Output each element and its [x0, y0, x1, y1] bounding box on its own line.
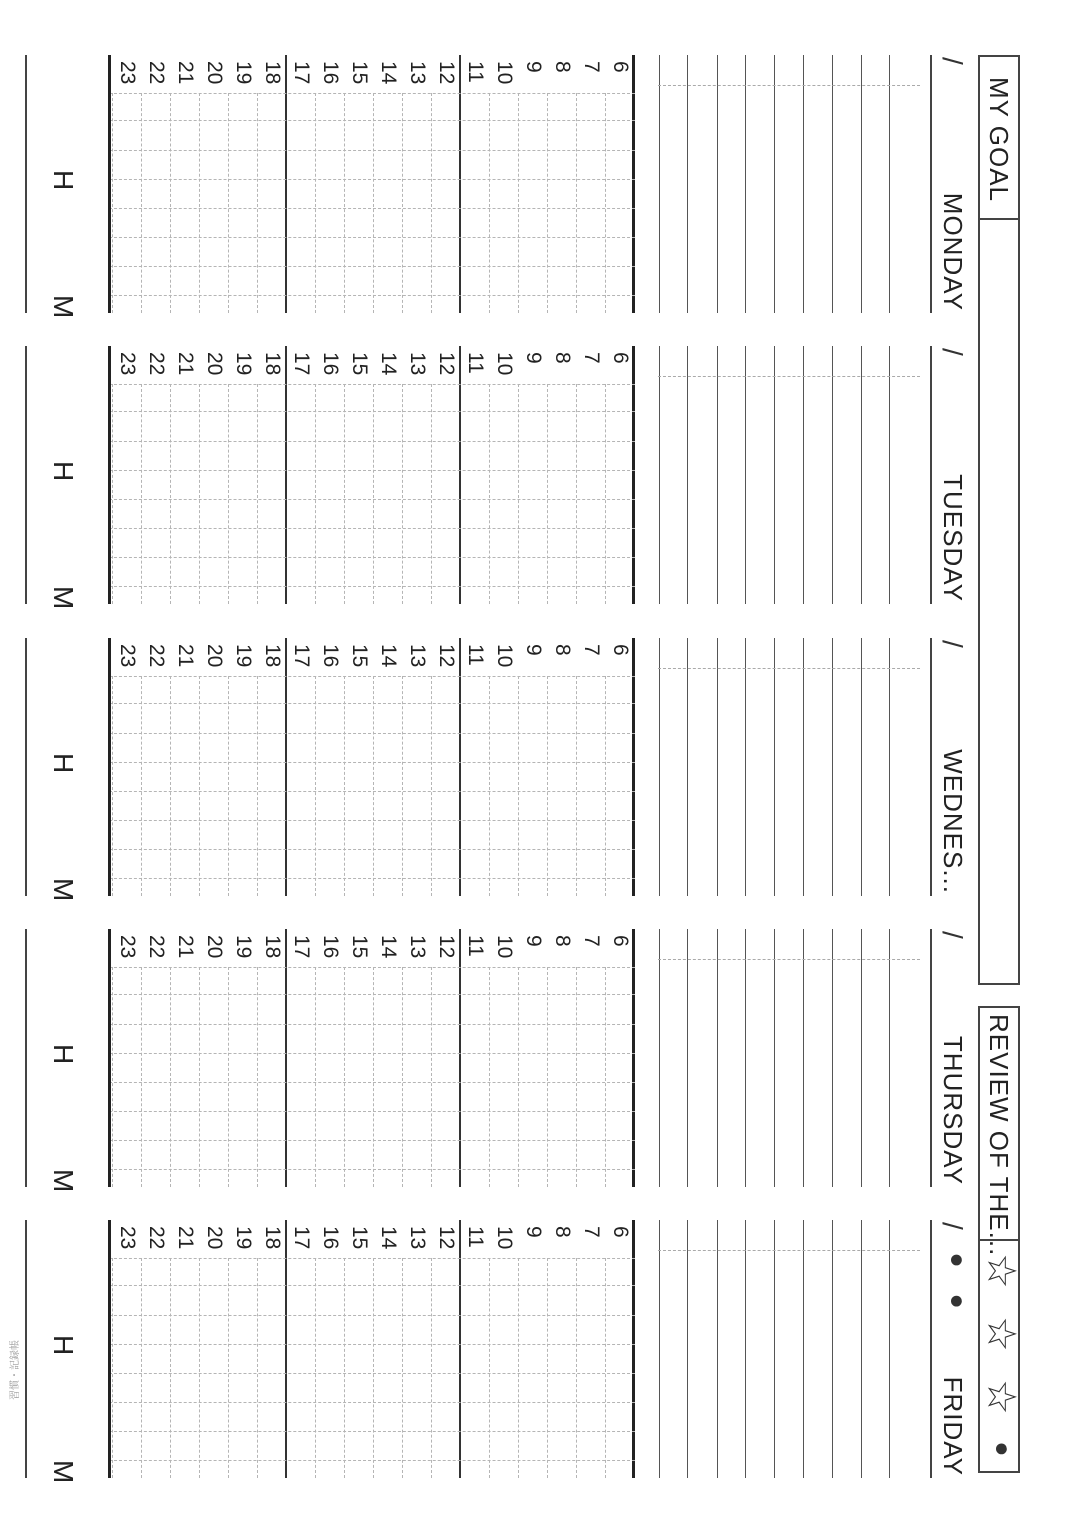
note-line[interactable] — [659, 638, 660, 896]
note-line[interactable] — [659, 346, 660, 604]
hour-label: 20 — [203, 935, 226, 959]
note-line[interactable] — [774, 55, 775, 313]
hour-label: 10 — [493, 1226, 516, 1250]
hour-label: 11 — [464, 352, 487, 374]
hours-unit: H — [48, 753, 79, 774]
hour-label: 7 — [580, 61, 603, 73]
date-slash[interactable]: / — [937, 640, 968, 648]
hour-label: 23 — [116, 644, 139, 668]
hour-label: 22 — [145, 644, 168, 668]
grid-bottom-border — [108, 929, 111, 1187]
hour-gridline — [112, 676, 113, 896]
review-label: REVIEW OF THE... — [984, 1014, 1014, 1257]
minute-gridline — [109, 1460, 635, 1461]
hour-label: 19 — [232, 644, 255, 668]
note-line[interactable] — [687, 638, 688, 896]
hour-label: 16 — [319, 644, 342, 668]
note-divider — [658, 376, 920, 377]
minutes-unit: M — [48, 1169, 79, 1193]
minute-gridline — [109, 1285, 635, 1286]
note-line[interactable] — [832, 929, 833, 1187]
hour-label: 18 — [261, 352, 284, 376]
hour-label: 22 — [145, 352, 168, 376]
note-line[interactable] — [774, 929, 775, 1187]
hours-unit: H — [48, 1044, 79, 1065]
day-header-line — [930, 929, 932, 1187]
note-line[interactable] — [803, 346, 804, 604]
hours-unit: H — [48, 461, 79, 482]
minute-gridline — [109, 878, 635, 879]
hour-label: 17 — [290, 644, 313, 668]
hour-label: 14 — [377, 61, 400, 85]
minute-gridline — [109, 1169, 635, 1170]
total-line — [25, 55, 27, 313]
hour-label: 8 — [551, 935, 574, 947]
minute-gridline — [109, 441, 635, 442]
note-line[interactable] — [659, 55, 660, 313]
note-line[interactable] — [774, 346, 775, 604]
hour-label: 12 — [435, 352, 458, 376]
minute-gridline — [109, 1315, 635, 1316]
day-name: TUESDAY — [938, 474, 968, 602]
note-line[interactable] — [832, 346, 833, 604]
hour-label: 21 — [174, 644, 197, 668]
total-line — [25, 1220, 27, 1478]
hours-unit: H — [48, 170, 79, 191]
hour-label: 10 — [493, 644, 516, 668]
hour-label: 15 — [348, 61, 371, 85]
star-rating[interactable]: ☆ ☆ ☆ • • • — [934, 1253, 1023, 1464]
day-name: WEDNES... — [938, 749, 968, 894]
minute-gridline — [109, 499, 635, 500]
note-line[interactable] — [889, 1220, 890, 1478]
footer-text: 習慣・記録帳 — [10, 1340, 21, 1400]
note-divider — [658, 668, 920, 669]
note-line[interactable] — [803, 638, 804, 896]
note-line[interactable] — [803, 929, 804, 1187]
minutes-unit: M — [48, 1460, 79, 1484]
note-line[interactable] — [717, 638, 718, 896]
day-header-line — [930, 638, 932, 896]
hour-label: 6 — [609, 644, 632, 656]
note-line[interactable] — [717, 1220, 718, 1478]
note-line[interactable] — [774, 638, 775, 896]
minute-gridline — [109, 1140, 635, 1141]
hour-label: 17 — [290, 1226, 313, 1250]
hour-label: 12 — [435, 61, 458, 85]
hour-label: 15 — [348, 935, 371, 959]
hour-label: 11 — [464, 644, 487, 666]
hour-label: 16 — [319, 352, 342, 376]
hour-label: 7 — [580, 935, 603, 947]
note-line[interactable] — [717, 929, 718, 1187]
minute-gridline — [109, 179, 635, 180]
hour-label: 11 — [464, 61, 487, 83]
time-total[interactable] — [25, 346, 85, 610]
hour-label: 19 — [232, 935, 255, 959]
hours-unit: H — [48, 1335, 79, 1356]
hour-label: 21 — [174, 1226, 197, 1250]
hour-label: 15 — [348, 352, 371, 376]
day-name: MONDAY — [938, 192, 968, 311]
time-total[interactable] — [25, 55, 85, 319]
hour-label: 12 — [435, 935, 458, 959]
hour-label: 10 — [493, 935, 516, 959]
hour-label: 17 — [290, 935, 313, 959]
note-line[interactable] — [745, 1220, 746, 1478]
total-line — [25, 346, 27, 604]
minute-gridline — [109, 1258, 635, 1259]
note-line[interactable] — [889, 929, 890, 1187]
note-line[interactable] — [687, 1220, 688, 1478]
hour-label: 7 — [580, 1226, 603, 1238]
hour-label: 9 — [522, 1226, 545, 1238]
hour-label: 12 — [435, 644, 458, 668]
minute-gridline — [109, 93, 635, 94]
hour-label: 6 — [609, 1226, 632, 1238]
hour-label: 16 — [319, 935, 342, 959]
minute-gridline — [109, 733, 635, 734]
minutes-unit: M — [48, 586, 79, 610]
minute-gridline — [109, 1111, 635, 1112]
hour-label: 23 — [116, 1226, 139, 1250]
minute-gridline — [109, 1373, 635, 1374]
hour-label: 19 — [232, 1226, 255, 1250]
minute-gridline — [109, 266, 635, 267]
hour-label: 22 — [145, 1226, 168, 1250]
note-line[interactable] — [717, 346, 718, 604]
note-line[interactable] — [861, 638, 862, 896]
hour-label: 13 — [406, 352, 429, 376]
hour-grid[interactable] — [109, 638, 635, 896]
hour-label: 10 — [493, 352, 516, 376]
hour-grid[interactable] — [109, 346, 635, 604]
note-line[interactable] — [861, 1220, 862, 1478]
note-line[interactable] — [745, 929, 746, 1187]
minute-gridline — [109, 384, 635, 385]
hour-label: 17 — [290, 352, 313, 376]
note-line[interactable] — [889, 55, 890, 313]
note-line[interactable] — [832, 55, 833, 313]
day-header-line — [930, 346, 932, 604]
note-divider — [658, 959, 920, 960]
hour-label: 21 — [174, 935, 197, 959]
note-line[interactable] — [889, 346, 890, 604]
grid-bottom-border — [108, 1220, 111, 1478]
day-column-2 — [0, 638, 1080, 902]
minute-gridline — [109, 703, 635, 704]
hour-grid[interactable] — [109, 929, 635, 1187]
hour-label: 18 — [261, 1226, 284, 1250]
hour-label: 14 — [377, 935, 400, 959]
note-line[interactable] — [687, 55, 688, 313]
time-total[interactable] — [25, 929, 85, 1193]
hour-label: 21 — [174, 352, 197, 376]
minute-gridline — [109, 849, 635, 850]
day-header-line — [930, 55, 932, 313]
note-line[interactable] — [745, 55, 746, 313]
total-line — [25, 638, 27, 896]
hour-label: 23 — [116, 61, 139, 85]
note-line[interactable] — [745, 346, 746, 604]
hour-label: 11 — [464, 935, 487, 957]
note-line[interactable] — [774, 1220, 775, 1478]
grid-bottom-border — [108, 638, 111, 896]
minutes-unit: M — [48, 878, 79, 902]
note-line[interactable] — [659, 1220, 660, 1478]
hour-label: 10 — [493, 61, 516, 85]
note-divider — [658, 85, 920, 86]
note-line[interactable] — [687, 929, 688, 1187]
minute-gridline — [109, 820, 635, 821]
minute-gridline — [109, 208, 635, 209]
goal-label: MY GOAL — [984, 77, 1014, 203]
hour-label: 20 — [203, 352, 226, 376]
hour-label: 8 — [551, 352, 574, 364]
time-total[interactable] — [25, 638, 85, 902]
hour-label: 8 — [551, 61, 574, 73]
hour-label: 20 — [203, 61, 226, 85]
day-name: FRIDAY — [938, 1376, 968, 1476]
minute-gridline — [109, 1082, 635, 1083]
hour-label: 8 — [551, 1226, 574, 1238]
note-line[interactable] — [861, 929, 862, 1187]
hour-label: 17 — [290, 61, 313, 85]
hour-label: 13 — [406, 935, 429, 959]
note-line[interactable] — [889, 638, 890, 896]
hour-label: 19 — [232, 352, 255, 376]
note-divider — [658, 1250, 920, 1251]
minute-gridline — [109, 411, 635, 412]
total-line — [25, 929, 27, 1187]
day-name: THURSDAY — [938, 1035, 968, 1185]
grid-bottom-border — [108, 55, 111, 313]
hour-label: 7 — [580, 352, 603, 364]
minute-gridline — [109, 1431, 635, 1432]
minutes-unit: M — [48, 295, 79, 319]
hour-label: 22 — [145, 61, 168, 85]
hour-label: 23 — [116, 352, 139, 376]
hour-label: 9 — [522, 644, 545, 656]
minute-gridline — [109, 470, 635, 471]
hour-label: 6 — [609, 352, 632, 364]
hour-label: 18 — [261, 935, 284, 959]
hour-label: 14 — [377, 644, 400, 668]
hour-label: 7 — [580, 644, 603, 656]
date-slash[interactable]: / — [937, 1222, 968, 1230]
note-line[interactable] — [687, 346, 688, 604]
minute-gridline — [109, 1402, 635, 1403]
date-slash[interactable]: / — [937, 931, 968, 939]
grid-bottom-border — [108, 346, 111, 604]
time-total[interactable] — [25, 1220, 85, 1484]
minute-gridline — [109, 237, 635, 238]
hour-grid[interactable] — [109, 55, 635, 313]
hour-label: 12 — [435, 1226, 458, 1250]
minute-gridline — [109, 295, 635, 296]
hour-label: 16 — [319, 1226, 342, 1250]
date-slash[interactable]: / — [937, 348, 968, 356]
hour-label: 13 — [406, 1226, 429, 1250]
hour-label: 18 — [261, 644, 284, 668]
minute-gridline — [109, 1344, 635, 1345]
hour-gridline — [112, 384, 113, 604]
hour-label: 13 — [406, 644, 429, 668]
hour-label: 22 — [145, 935, 168, 959]
hour-label: 19 — [232, 61, 255, 85]
hour-label: 15 — [348, 644, 371, 668]
hour-label: 11 — [464, 1226, 487, 1248]
hour-label: 20 — [203, 644, 226, 668]
note-line[interactable] — [659, 929, 660, 1187]
minute-gridline — [109, 1024, 635, 1025]
hour-gridline — [112, 1258, 113, 1478]
minute-gridline — [109, 676, 635, 677]
minute-gridline — [109, 557, 635, 558]
note-line[interactable] — [717, 55, 718, 313]
minute-gridline — [109, 1053, 635, 1054]
hour-label: 9 — [522, 352, 545, 364]
hour-label: 6 — [609, 935, 632, 947]
note-line[interactable] — [861, 346, 862, 604]
minute-gridline — [109, 762, 635, 763]
minute-gridline — [109, 994, 635, 995]
hour-label: 23 — [116, 935, 139, 959]
note-line[interactable] — [803, 55, 804, 313]
minute-gridline — [109, 150, 635, 151]
hour-label: 14 — [377, 352, 400, 376]
hour-gridline — [112, 967, 113, 1187]
note-line[interactable] — [861, 55, 862, 313]
hour-label: 14 — [377, 1226, 400, 1250]
hour-label: 6 — [609, 61, 632, 73]
note-line[interactable] — [832, 638, 833, 896]
minute-gridline — [109, 791, 635, 792]
hour-label: 8 — [551, 644, 574, 656]
note-line[interactable] — [803, 1220, 804, 1478]
hour-label: 21 — [174, 61, 197, 85]
hour-label: 20 — [203, 1226, 226, 1250]
hour-label: 18 — [261, 61, 284, 85]
note-line[interactable] — [745, 638, 746, 896]
date-slash[interactable]: / — [937, 57, 968, 65]
day-column-3 — [0, 929, 1080, 1193]
day-column-1 — [0, 346, 1080, 610]
day-column-0 — [0, 55, 1080, 319]
hour-label: 9 — [522, 935, 545, 947]
minute-gridline — [109, 528, 635, 529]
hour-label: 13 — [406, 61, 429, 85]
hour-gridline — [112, 93, 113, 313]
day-column-4 — [0, 1220, 1080, 1484]
note-line[interactable] — [832, 1220, 833, 1478]
hour-label: 16 — [319, 61, 342, 85]
minute-gridline — [109, 967, 635, 968]
hour-label: 9 — [522, 61, 545, 73]
hour-grid[interactable] — [109, 1220, 635, 1478]
day-header-line — [930, 1220, 932, 1478]
minute-gridline — [109, 120, 635, 121]
minute-gridline — [109, 586, 635, 587]
hour-label: 15 — [348, 1226, 371, 1250]
